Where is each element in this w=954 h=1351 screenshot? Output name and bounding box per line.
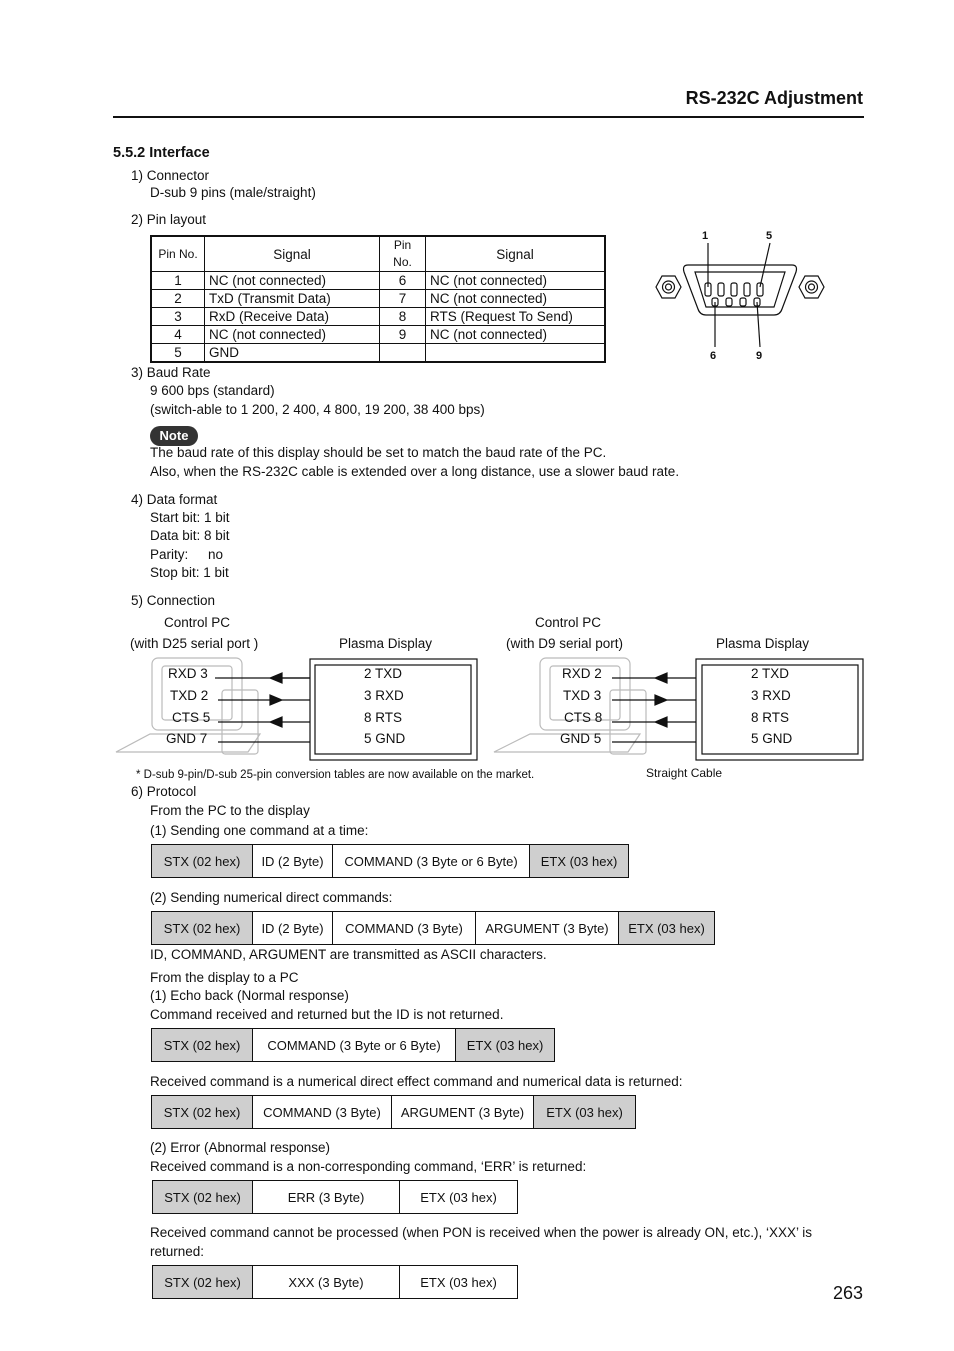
table-row — [151, 290, 605, 308]
connector-value: D-sub 9 pins (male/straight) — [150, 185, 316, 200]
table-row — [151, 344, 605, 363]
pin6-label: 6 — [710, 350, 717, 362]
pin1-label: 1 — [702, 230, 709, 242]
packet-cell-command: COMMAND (3 Byte or 6 Byte) — [253, 1029, 456, 1061]
packet-cell-err: ERR (3 Byte) — [253, 1181, 400, 1213]
protocol-label: 6) Protocol — [131, 784, 197, 799]
left-display-pin: 3 RXD — [364, 688, 404, 703]
baud-label: 3) Baud Rate — [131, 365, 211, 380]
packet-cell-etx: ETX (03 hex) — [420, 1274, 497, 1290]
signal-cell: NC (not connected) — [426, 272, 606, 290]
right-wiring-diagram — [490, 650, 870, 765]
pin-cell: 4 — [151, 326, 205, 344]
signal-cell: NC (not connected) — [205, 272, 380, 290]
right-display-title: Plasma Display — [716, 636, 810, 651]
packet-cell-argument: ARGUMENT (3 Byte) — [476, 912, 619, 944]
signal-cell: RTS (Request To Send) — [426, 308, 606, 326]
data-bit: Data bit: 8 bit — [150, 528, 230, 543]
error-label: (2) Error (Abnormal response) — [150, 1140, 331, 1155]
signal-cell: TxD (Transmit Data) — [205, 290, 380, 308]
pin-layout-table — [150, 235, 606, 363]
pin-cell: 7 — [380, 290, 426, 308]
pin5-label: 5 — [766, 230, 773, 242]
cable-label: Straight Cable — [646, 766, 723, 780]
col-pin-no-2: Pin No. — [380, 236, 426, 272]
col-signal: Signal — [205, 236, 380, 272]
pin-cell: 8 — [380, 308, 426, 326]
table-row — [151, 272, 605, 290]
pin-layout-label: 2) Pin layout — [131, 212, 207, 227]
right-pc-pin: GND 5 — [560, 731, 602, 746]
signal-cell: NC (not connected) — [205, 326, 380, 344]
left-pc-pin: CTS 5 — [172, 710, 211, 725]
left-display-title: Plasma Display — [339, 636, 433, 651]
packet-cell-stx: STX (02 hex) — [152, 1029, 253, 1061]
connection-label: 5) Connection — [131, 593, 216, 608]
pin-cell: 5 — [151, 344, 205, 363]
stop-bit: Stop bit: 1 bit — [150, 565, 229, 580]
packet-echo — [151, 1028, 555, 1062]
xxx-desc-1: Received command cannot be processed (when PON is received when the power is already ON, etc.), ‘XXX’ is — [150, 1225, 813, 1240]
packet-cell-stx: STX (02 hex) — [153, 1266, 253, 1298]
signal-cell — [426, 344, 606, 363]
left-pc-title: Control PC — [164, 615, 231, 630]
right-pc-pin: CTS 8 — [564, 710, 603, 725]
pin-table-header — [151, 236, 605, 272]
packet-cell-etx: ETX (03 hex) — [530, 845, 628, 877]
signal-cell: NC (not connected) — [426, 290, 606, 308]
parity-label: Parity: — [150, 547, 189, 562]
packet-cell-etx: ETX (03 hex) — [420, 1189, 497, 1205]
packet-cell-stx: STX (02 hex) — [153, 1181, 253, 1213]
xxx-desc-2: returned: — [150, 1244, 205, 1259]
echo-desc: Command received and returned but the ID is not returned. — [150, 1007, 504, 1022]
col-signal-2: Signal — [426, 236, 606, 272]
note-line-1: The baud rate of this display should be set to match the baud rate of the PC. — [150, 445, 607, 460]
note-badge: Note — [150, 426, 198, 446]
pin-cell: 9 — [380, 326, 426, 344]
err-desc: Received command is a non-corresponding command, ‘ERR’ is returned: — [150, 1159, 587, 1174]
packet-cell-etx: ETX (03 hex) — [619, 912, 714, 944]
pin9-label: 9 — [756, 350, 763, 362]
left-display-pin: 8 RTS — [364, 710, 403, 725]
pin-cell: 1 — [151, 272, 205, 290]
packet-xxx — [152, 1265, 518, 1299]
dsub9-connector-diagram — [650, 225, 830, 365]
left-display-pin: 2 TXD — [364, 666, 403, 681]
baud-options: (switch-able to 1 200, 2 400, 4 800, 19 200, 38 400 bps) — [150, 402, 485, 417]
baud-standard: 9 600 bps (standard) — [150, 383, 275, 398]
left-pc-pin: RXD 3 — [168, 666, 208, 681]
header-rule — [113, 116, 864, 118]
send-one-label: (1) Sending one command at a time: — [150, 823, 369, 838]
packet-cell-stx: STX (02 hex) — [152, 912, 253, 944]
pin-cell: 2 — [151, 290, 205, 308]
table-row — [151, 308, 605, 326]
pc-to-display-heading: From the PC to the display — [150, 803, 310, 818]
right-pc-title: Control PC — [535, 615, 602, 630]
col-pin-no: Pin No. — [151, 236, 205, 272]
signal-cell: RxD (Receive Data) — [205, 308, 380, 326]
left-pc-pin: GND 7 — [166, 731, 208, 746]
signal-cell: GND — [205, 344, 380, 363]
packet-cell-command: COMMAND (3 Byte) — [253, 1096, 392, 1128]
left-pc-pin: TXD 2 — [170, 688, 209, 703]
section-title: 5.5.2 Interface — [113, 145, 210, 161]
note-line-2: Also, when the RS-232C cable is extended over a long distance, use a slower baud rate. — [150, 464, 680, 479]
data-format-label: 4) Data format — [131, 492, 218, 507]
right-pc-pin: TXD 3 — [563, 688, 602, 703]
echo-label: (1) Echo back (Normal response) — [150, 988, 349, 1003]
packet-cell-id: ID (2 Byte) — [253, 912, 333, 944]
packet-err — [152, 1180, 518, 1214]
packet-cell-command: COMMAND (3 Byte or 6 Byte) — [333, 845, 530, 877]
right-display-pin: 2 TXD — [751, 666, 790, 681]
packet-cell-stx: STX (02 hex) — [152, 845, 253, 877]
left-display-pin: 5 GND — [364, 731, 406, 746]
num-return-desc: Received command is a numerical direct effect command and numerical data is returned: — [150, 1074, 683, 1089]
packet-send-one — [151, 844, 629, 878]
display-to-pc-heading: From the display to a PC — [150, 970, 299, 985]
left-pc-sub: (with D25 serial port ) — [130, 636, 259, 651]
right-pc-pin: RXD 2 — [562, 666, 602, 681]
packet-num-return — [151, 1095, 636, 1129]
packet-send-num — [151, 911, 715, 945]
right-display-pin: 5 GND — [751, 731, 793, 746]
pin-cell — [380, 344, 426, 363]
page-number: 263 — [832, 1283, 863, 1303]
packet-cell-argument: ARGUMENT (3 Byte) — [392, 1096, 534, 1128]
right-pc-sub: (with D9 serial port) — [506, 636, 624, 651]
packet-cell-stx: STX (02 hex) — [152, 1096, 253, 1128]
page-title: RS-232C Adjustment — [685, 88, 863, 108]
send-num-label: (2) Sending numerical direct commands: — [150, 890, 393, 905]
start-bit: Start bit: 1 bit — [150, 510, 230, 525]
right-display-pin: 3 RXD — [751, 688, 791, 703]
conversion-footnote: * D-sub 9-pin/D-sub 25-pin conversion tables are now available on the market. — [136, 769, 535, 781]
right-display-pin: 8 RTS — [751, 710, 790, 725]
packet-cell-etx: ETX (03 hex) — [456, 1029, 554, 1061]
packet-cell-xxx: XXX (3 Byte) — [253, 1266, 400, 1298]
packet-cell-etx: ETX (03 hex) — [534, 1096, 635, 1128]
signal-cell: NC (not connected) — [426, 326, 606, 344]
parity-value: no — [208, 547, 224, 562]
connector-label: 1) Connector — [131, 168, 210, 183]
table-row — [151, 326, 605, 344]
ascii-note: ID, COMMAND, ARGUMENT are transmitted as ASCII characters. — [150, 947, 547, 962]
packet-cell-command: COMMAND (3 Byte) — [333, 912, 476, 944]
pin-cell: 3 — [151, 308, 205, 326]
packet-cell-id: ID (2 Byte) — [253, 845, 333, 877]
pin-cell: 6 — [380, 272, 426, 290]
